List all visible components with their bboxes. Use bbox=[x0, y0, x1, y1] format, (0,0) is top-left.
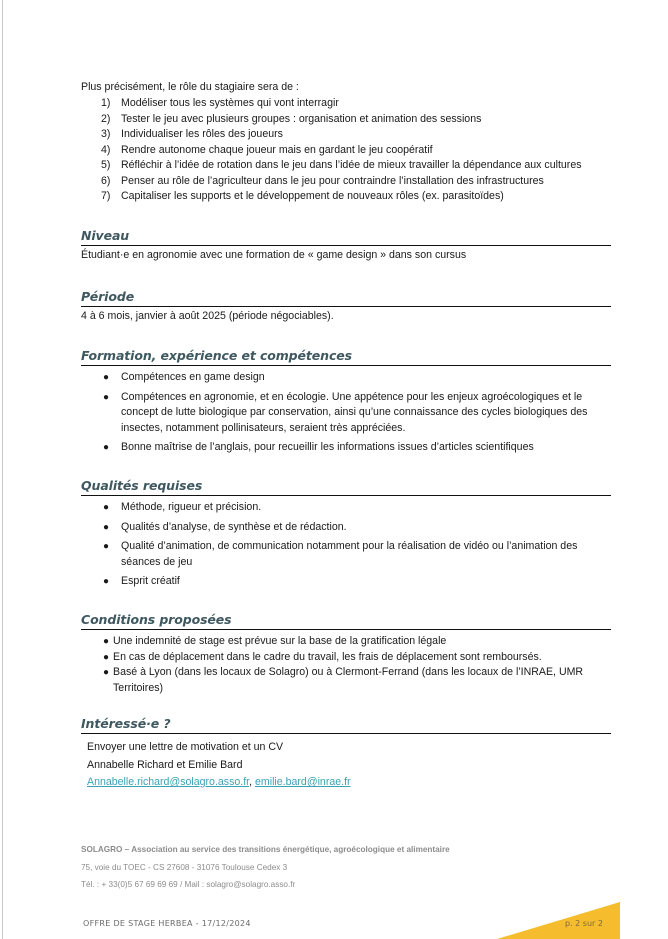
section-periode bbox=[81, 289, 611, 325]
list-item bbox=[101, 127, 621, 143]
list-item-text: Qualité d’animation, de communication notamment pour la réalisation de vidéo ou l’animation des séances de jeu bbox=[121, 540, 578, 568]
section-heading: Formation, expérience et compétences bbox=[81, 348, 611, 366]
list-item-text: Modéliser tous les systèmes qui vont interragir bbox=[121, 97, 339, 109]
section-interesse bbox=[81, 716, 611, 792]
list-item bbox=[81, 390, 611, 437]
list-item bbox=[81, 665, 611, 696]
list-item bbox=[101, 112, 621, 128]
bullet-icon: ● bbox=[103, 372, 110, 383]
list-item bbox=[101, 158, 621, 174]
list-item bbox=[101, 143, 621, 159]
list-item-text: Compétences en agronomie, et en écologie. Une appétence pour les enjeux agroécologiques et le concept de lutte biologique par conservation, ainsi qu’une connaissance des cycles biologiques des insectes, notamment pollinisateurs, seraient très appréciées. bbox=[121, 390, 588, 434]
section-heading: Intéressé·e ? bbox=[81, 716, 611, 734]
list-number: 3) bbox=[101, 128, 111, 140]
section-heading: Conditions proposées bbox=[81, 612, 611, 630]
footer-org-line: SOLAGRO – Association au service des transitions énergétique, agroécologique et alimentaire bbox=[81, 845, 450, 854]
bullet-icon: ● bbox=[103, 636, 110, 647]
section-conditions bbox=[81, 612, 611, 696]
list-number: 2) bbox=[101, 112, 111, 125]
list-item-text: Rendre autonome chaque joueur mais en gardant le jeu coopératif bbox=[121, 143, 433, 156]
list-item bbox=[81, 440, 611, 456]
bullet-icon: ● bbox=[103, 442, 110, 453]
list-number: 7) bbox=[101, 190, 111, 202]
intro-text: Plus précisément, le rôle du stagiaire sera de : bbox=[81, 81, 299, 93]
section-heading: Niveau bbox=[81, 228, 611, 246]
page-left-border bbox=[2, 0, 3, 939]
bullet-icon: ● bbox=[103, 651, 110, 663]
bullet-icon: ● bbox=[103, 667, 110, 678]
list-number: 5) bbox=[101, 159, 111, 171]
bullet-icon: ● bbox=[103, 502, 110, 513]
list-item-text: Individualiser les rôles des joueurs bbox=[121, 128, 283, 140]
list-item bbox=[81, 370, 611, 386]
list-item bbox=[101, 96, 621, 112]
list-item-text: Tester le jeu avec plusieurs groupes : organisation et animation des sessions bbox=[121, 112, 482, 125]
bullet-icon: ● bbox=[103, 576, 110, 587]
list-item-text: Qualités d’analyse, de synthèse et de rédaction. bbox=[121, 520, 347, 533]
instruction-text: Envoyer une lettre de motivation et un CV bbox=[87, 741, 284, 753]
list-item bbox=[101, 189, 621, 205]
email-separator: , bbox=[249, 776, 255, 788]
page-number: p. 2 sur 2 bbox=[565, 919, 603, 928]
list-item-text: Réfléchir à l’idée de rotation dans le jeu dans l’idée de mieux travailler la dépendance aux cultures bbox=[121, 159, 582, 171]
bullet-icon: ● bbox=[103, 521, 110, 533]
section-text: 4 à 6 mois, janvier à août 2025 (période négociables). bbox=[81, 310, 334, 322]
footer-organization bbox=[81, 841, 450, 894]
footer-accent-triangle-icon bbox=[0, 895, 668, 939]
list-item bbox=[101, 174, 621, 190]
list-item-text: Capitaliser les supports et le développement de nouveaux rôles (ex. parasitoïdes) bbox=[121, 190, 504, 202]
section-heading: Qualités requises bbox=[81, 478, 611, 496]
bullet-icon: ● bbox=[103, 541, 110, 552]
section-niveau bbox=[81, 228, 611, 264]
list-item-text: En cas de déplacement dans le cadre du travail, les frais de déplacement sont remboursés. bbox=[113, 650, 542, 663]
list-item-text: Bonne maîtrise de l’anglais, pour recueillir les informations issues d’articles scientifiques bbox=[121, 441, 534, 453]
list-item-text: Une indemnité de stage est prévue sur la base de la gratification légale bbox=[113, 635, 447, 647]
section-heading: Période bbox=[81, 289, 611, 307]
section-text: Étudiant·e en agronomie avec une formation de « game design » dans son cursus bbox=[81, 249, 467, 261]
bullet-list bbox=[81, 500, 611, 590]
list-number: 1) bbox=[101, 97, 111, 109]
list-item bbox=[81, 650, 611, 666]
list-item-text: Basé à Lyon (dans les locaux de Solagro) ou à Clermont-Ferrand (dans les locaux de l’INRAE, UMR Territoires) bbox=[113, 666, 584, 694]
email-link-annabelle[interactable]: Annabelle.richard@solagro.asso.fr bbox=[87, 776, 250, 788]
bullet-list bbox=[81, 634, 611, 696]
bullet-list bbox=[81, 370, 611, 456]
bullet-icon: ● bbox=[103, 391, 110, 403]
list-item bbox=[81, 539, 611, 570]
list-item-text: Esprit créatif bbox=[121, 575, 180, 587]
document-title: OFFRE DE STAGE HERBEA - 17/12/2024 bbox=[83, 919, 251, 928]
list-item-text: Compétences en game design bbox=[121, 371, 265, 383]
list-item bbox=[81, 520, 611, 536]
list-item bbox=[81, 574, 611, 590]
list-item-text: Méthode, rigueur et précision. bbox=[121, 501, 262, 513]
list-item-text: Penser au rôle de l’agriculteur dans le jeu pour contraindre l’installation des infrastructures bbox=[121, 174, 544, 187]
email-link-emilie[interactable]: emilie.bard@inrae.fr bbox=[255, 776, 351, 788]
footer-contact: Tél. : + 33(0)5 67 69 69 69 / Mail : solagro@solagro.asso.fr bbox=[81, 880, 296, 889]
section-formation bbox=[81, 348, 611, 460]
contact-emails bbox=[81, 774, 611, 792]
page-footer bbox=[0, 895, 668, 939]
footer-address: 75, voie du TOEC - CS 27608 - 31076 Toulouse Cedex 3 bbox=[81, 862, 288, 872]
roles-list bbox=[101, 96, 621, 205]
list-number: 4) bbox=[101, 143, 111, 156]
contact-names: Annabelle Richard et Emilie Bard bbox=[87, 758, 243, 771]
list-item bbox=[81, 500, 611, 516]
list-number: 6) bbox=[101, 174, 111, 187]
list-item bbox=[81, 634, 611, 650]
section-qualites bbox=[81, 478, 611, 594]
